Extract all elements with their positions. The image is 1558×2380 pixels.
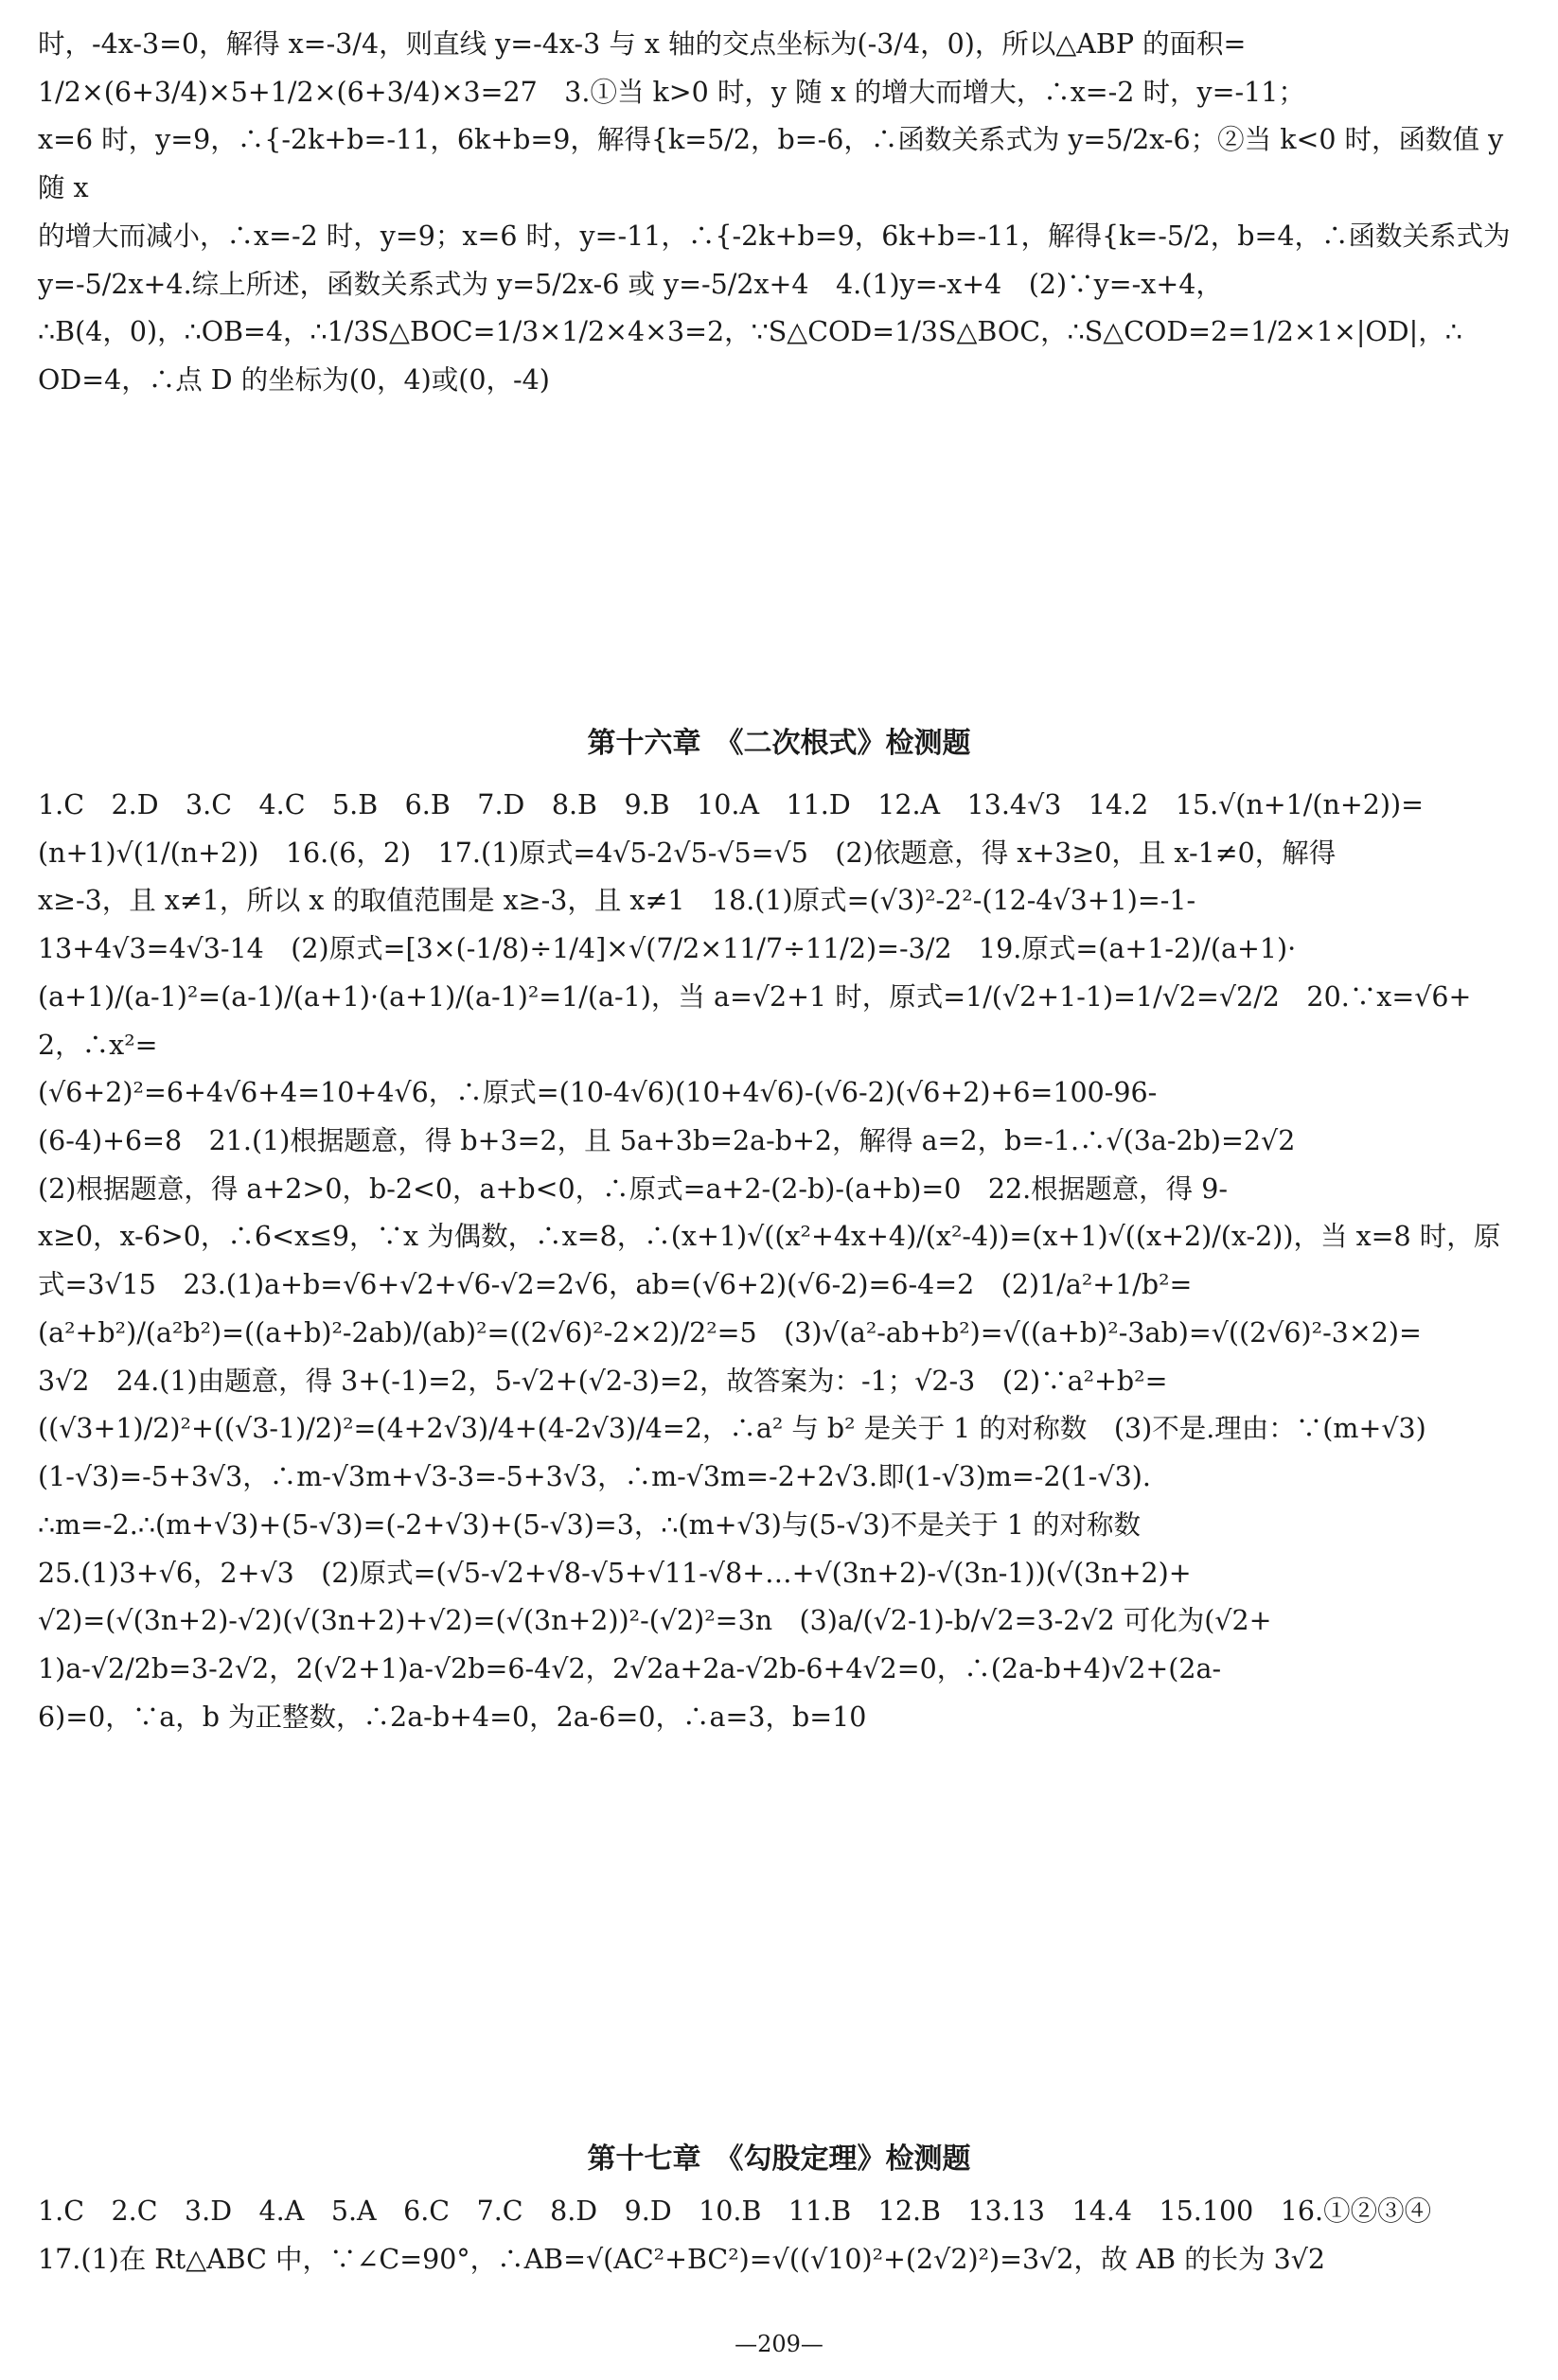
text-line: 的增大而减小，∴x=-2 时，y=9；x=6 时，y=-11，∴{-2k+b=9，6k+b=-11，解得{k=-5/2，b=4，∴函数关系式为 [38, 220, 1511, 252]
text-line: x≥0，x-6>0，∴6<x≤9，∵x 为偶数，∴x=8，∴(x+1)√((x²+4x+4)/(x²-4))=(x+1)√((x+2)/(x-2))，当 x=8 时，原 [38, 1221, 1501, 1253]
text-line: 时，-4x-3=0，解得 x=-3/4，则直线 y=-4x-3 与 x 轴的交点坐标为(-3/4，0)，所以△ABP 的面积= [38, 28, 1247, 60]
text-line: (1-√3)=-5+3√3，∴m-√3m+√3-3=-5+3√3，∴m-√3m=-2+2√3.即(1-√3)m=-2(1-√3). [38, 1461, 1151, 1493]
page-number: —209— [735, 2331, 823, 2357]
text-line: (2)根据题意，得 a+2>0，b-2<0，a+b<0，∴原式=a+2-(2-b)-(a+b)=0 22.根据题意，得 9- [38, 1172, 1228, 1205]
text-line: OD=4，∴点 D 的坐标为(0，4)或(0，-4) [38, 364, 550, 397]
text-line: √2)=(√(3n+2)-√2)(√(3n+2)+√2)=(√(3n+2))²-(√2)²=3n (3)a/(√2-1)-b/√2=3-2√2 可化为(√2+ [38, 1605, 1272, 1637]
answers-chapter15-continued [38, 21, 1514, 405]
text-line: 13+4√3=4√3-14 (2)原式=[3×(-1/8)÷1/4]×√(7/2×11/7÷11/2)=-3/2 19.原式=(a+1-2)/(a+1)· [38, 933, 1297, 965]
text-line: 3√2 24.(1)由题意，得 3+(-1)=2，5-√2+(√2-3)=2，故答案为：-1；√2-3 (2)∵a²+b²= [38, 1365, 1168, 1397]
text-line: y=-5/2x+4.综上所述，函数关系式为 y=5/2x-6 或 y=-5/2x+4 4.(1)y=-x+4 (2)∵y=-x+4， [38, 268, 1223, 300]
answers-chapter16 [38, 782, 1514, 1741]
chapter16-heading: 第十六章 《二次根式》检测题 [587, 727, 971, 760]
text-line: 17.(1)在 Rt△ABC 中，∵∠C=90°，∴AB=√(AC²+BC²)=√((√10)²+(2√2)²)=3√2，故 AB 的长为 3√2 [38, 2243, 1326, 2275]
text-line: 25.(1)3+√6，2+√3 (2)原式=(√5-√2+√8-√5+√11-√8+…+√(3n+2)-√(3n-1))(√(3n+2)+ [38, 1557, 1192, 1589]
text-line: (√6+2)²=6+4√6+4=10+4√6，∴原式=(10-4√6)(10+4√6)-(√6-2)(√6+2)+6=100-96- [38, 1077, 1158, 1109]
text-line: 6)=0，∵a，b 为正整数，∴2a-b+4=0，2a-6=0，∴a=3，b=10 [38, 1701, 867, 1733]
text-line: (a+1)/(a-1)²=(a-1)/(a+1)·(a+1)/(a-1)²=1/(a-1)，当 a=√2+1 时，原式=1/(√2+1-1)=1/√2=√2/2 20.∵x=√6+2，∴x²= [38, 980, 1472, 1061]
text-line: (n+1)√(1/(n+2)) 16.(6，2) 17.(1)原式=4√5-2√5-√5=√5 (2)依题意，得 x+3≥0，且 x-1≠0，解得 [38, 837, 1337, 869]
text-line: 1.C 2.D 3.C 4.C 5.B 6.B 7.D 8.B 9.B 10.A 11.D 12.A 13.4√3 14.2 15.√(n+1/(n+2))= [38, 789, 1424, 820]
answers-chapter17 [38, 2188, 1514, 2283]
text-line: (a²+b²)/(a²b²)=((a+b)²-2ab)/(ab)²=((2√6)²-2×2)/2²=5 (3)√(a²-ab+b²)=√((a+b)²-3ab)=√((2√6)²-3×2)= [38, 1316, 1422, 1349]
text-line: 1.C 2.C 3.D 4.A 5.A 6.C 7.C 8.D 9.D 10.B 11.B 12.B 13.13 14.4 15.100 16.①②③④ [38, 2195, 1432, 2227]
text-line: 1)a-√2/2b=3-2√2，2(√2+1)a-√2b=6-4√2，2√2a+2a-√2b-6+4√2=0，∴(2a-b+4)√2+(2a- [38, 1652, 1222, 1684]
text-line: ((√3+1)/2)²+((√3-1)/2)²=(4+2√3)/4+(4-2√3)/4=2，∴a² 与 b² 是关于 1 的对称数 (3)不是.理由：∵(m+√3) [38, 1413, 1426, 1445]
text-line: x≥-3，且 x≠1，所以 x 的取值范围是 x≥-3，且 x≠1 18.(1)原式=(√3)²-2²-(12-4√3+1)=-1- [38, 885, 1196, 917]
text-line: 1/2×(6+3/4)×5+1/2×(6+3/4)×3=27 3.①当 k>0 时，y 随 x 的增大而增大，∴x=-2 时，y=-11； [38, 76, 1305, 108]
text-line: (6-4)+6=8 21.(1)根据题意，得 b+3=2，且 5a+3b=2a-b+2，解得 a=2，b=-1.∴√(3a-2b)=2√2 [38, 1125, 1296, 1157]
text-line: ∴B(4，0)，∴OB=4，∴1/3S△BOC=1/3×1/2×4×3=2，∵S△COD=1/3S△BOC，∴S△COD=2=1/2×1×|OD|，∴ [38, 316, 1462, 348]
text-line: x=6 时，y=9，∴{-2k+b=-11，6k+b=9，解得{k=5/2，b=-6，∴函数关系式为 y=5/2x-6；②当 k<0 时，函数值 y 随 x [38, 124, 1504, 204]
chapter17-heading: 第十七章 《勾股定理》检测题 [587, 2142, 971, 2176]
text-line: 式=3√15 23.(1)a+b=√6+√2+√6-√2=2√6，ab=(√6+2)(√6-2)=6-4=2 (2)1/a²+1/b²= [38, 1269, 1193, 1301]
text-line: ∴m=-2.∴(m+√3)+(5-√3)=(-2+√3)+(5-√3)=3，∴(m+√3)与(5-√3)不是关于 1 的对称数 [38, 1508, 1141, 1541]
